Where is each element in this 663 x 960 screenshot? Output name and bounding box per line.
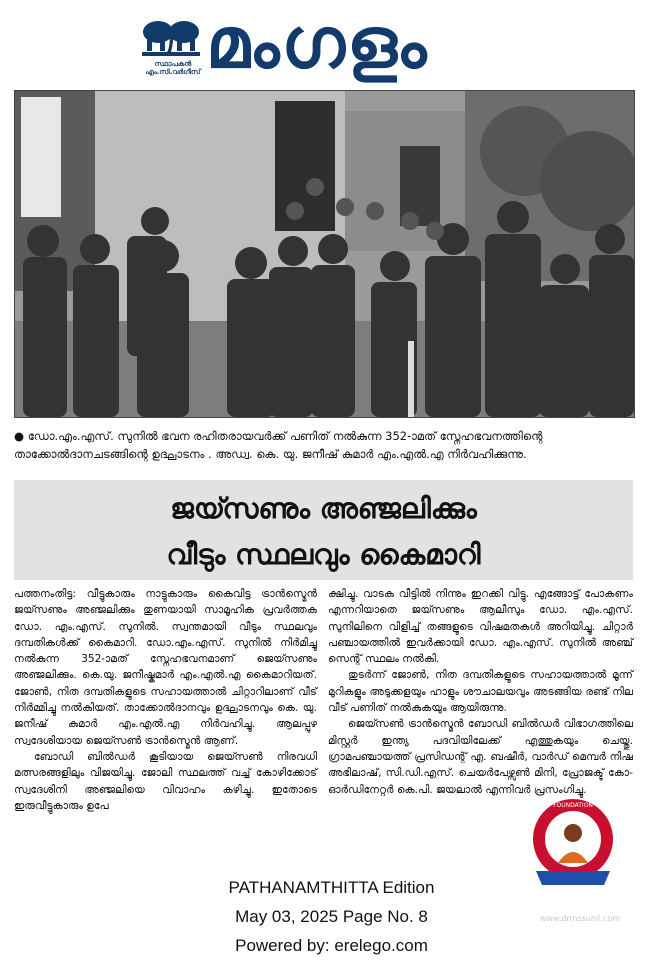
article-column-left [14,586,317,814]
article-paragraph: ബോഡി ബിൽഡർ കൂടിയായ ജെയ്സൺ നിരവധി മത്സരങ്ങളിലും വിജയിച്ചു. ജോലി സ്ഥലത്ത് വച്ച് കോഴിക്കോട് സ്വദേശിനി അഞ്ജലിയെ വിവാഹം കഴിച്ചു. ഇതോടെ ഇരുവീട്ടുകാരും ഉപേ [14,750,317,812]
article-column-right [328,586,633,798]
caption-line: താക്കോൽദാനചടങ്ങിന്റെ ഉദ്ഘാടനം . അഡ്വ. കെ. യു. ജനീഷ് കുമാർ എം.എൽ.എ നിർവഹിക്കുന്നു. [14,447,527,461]
edition-label: PATHANAMTHITTA Edition [228,878,435,897]
news-photo [14,90,635,418]
crowd-event-photo-icon [15,91,634,417]
headline-line: വീടും സ്ഥലവും കൈമാറി [166,538,481,571]
photo-caption [14,427,644,463]
elephant-emblem-icon [138,12,204,58]
watermark-site: www.drmssunil.com [540,914,621,923]
newspaper-logo: മംഗളം [206,2,429,84]
caption-line: ● ഡോ.എം.എസ്. സുനിൽ ഭവന രഹിതരായവർക്ക് പണിത് നൽകുന്ന 352-ാമത് സ്നേഹഭവനത്തിന്റെ [14,429,543,443]
headline-line: ജയ്സണും അഞ്ജലിക്കും [170,492,477,525]
article-paragraph: ക്ഷിച്ചു. വാടക വീട്ടിൽ നിന്നും ഇറക്കി വിട്ടു. എങ്ങോട്ട് പോകണം എന്നറിയാതെ ജയ്സണും ആലീസും ഡോ. എം.എസ്. സുനിലിനെ വിളിച്ച് തങ്ങളുടെ വിഷമതകൾ അറിയിച്ചു. ചിറ്റാർ പഞ്ചായത്തിൽ ഇവർക്കായി ഡോ. എം.എസ്. സുനിൽ അഞ്ച് സെന്റ് സ്ഥലം നൽകി. [328,588,633,666]
headline-box [14,480,633,580]
svg-text:FOUNDATION: FOUNDATION [553,802,593,809]
powered-by-link[interactable]: Powered by: erelego.com [235,936,428,955]
article-paragraph: തുടർന്ന് ജോൺ, നിത ദമ്പതികളുടെ സഹായത്താൽ മൂന്ന് മുറികളും അടുക്കളയും ഹാളും ശൗചാലയവും അടങ്ങിയ രണ്ട് നില വീട് പണിത് നൽകുകയും ആയിരുന്നു. [328,669,633,715]
date-page-label: May 03, 2025 Page No. 8 [235,907,428,926]
founder-label: സ്ഥാപകൻ എം.സി.വർഗീസ് [145,60,201,76]
article-paragraph: ജെയ്സൺ ട്രാൻസ്മെൻ ബോഡി ബിൽഡർ വിഭാഗത്തിലെ മിസ്റ്റർ ഇന്ത്യ പദവിയിലേക്ക് എത്തുകയും ചെയ്തു. ഗ്രാമപഞ്ചായത്ത് പ്രസിഡന്റ് എ. ബഷീർ, വാർഡ് മെമ്പർ നിഷ അഭിലാഷ്, സി.ഡി.എസ്. ചെയർപേഴ്സൺ മിനി, പ്രോജക്ട് കോ-ഓർഡിനേറ്റർ കെ.പി. ജയലാൽ എന്നിവർ പ്രസംഗിച്ചു. [328,718,633,796]
article-paragraph: പത്തനംതിട്ട: വീട്ടുകാരും നാട്ടുകാരും കൈവിട്ട ട്രാൻസ്മെൻ ജയ്സണും അഞ്ജലിക്കും തുണയായി സാമൂഹിക പ്രവർത്തക ഡോ. എം.എസ്. സുനിൽ. സ്വന്തമായി വീടും സ്ഥലവും ദമ്പതികൾക്ക് കൈമാറി. ഡോ.എം.എസ്. സുനിൽ നിർമിച്ചു നൽകുന്ന 352-ാമത് സ്നേഹഭവനമാണ് ജെയ്സണും അഞ്ജലിക്കും. കെ.യു. ജനീഷ്കുമാർ എം.എൽ.എ കൈമാറിയത്. ജോൺ, നിത ദമ്പതികളുടെ സഹായത്താൽ ചിറ്റാറിലാണ് വീട് നിർമ്മിച്ചു നൽകിയത്. താക്കോൽദാനവും ഉദ്ഘാടനവും കെ. യു. ജനീഷ് കുമാർ എം.എൽ.എ നിർവഹിച്ചു. ആലപ്പുഴ സ്വദേശിയായ ജെയ്സൺ ട്രാൻസ്മെൻ ആണ്. [14,588,317,747]
masthead [0,0,663,88]
